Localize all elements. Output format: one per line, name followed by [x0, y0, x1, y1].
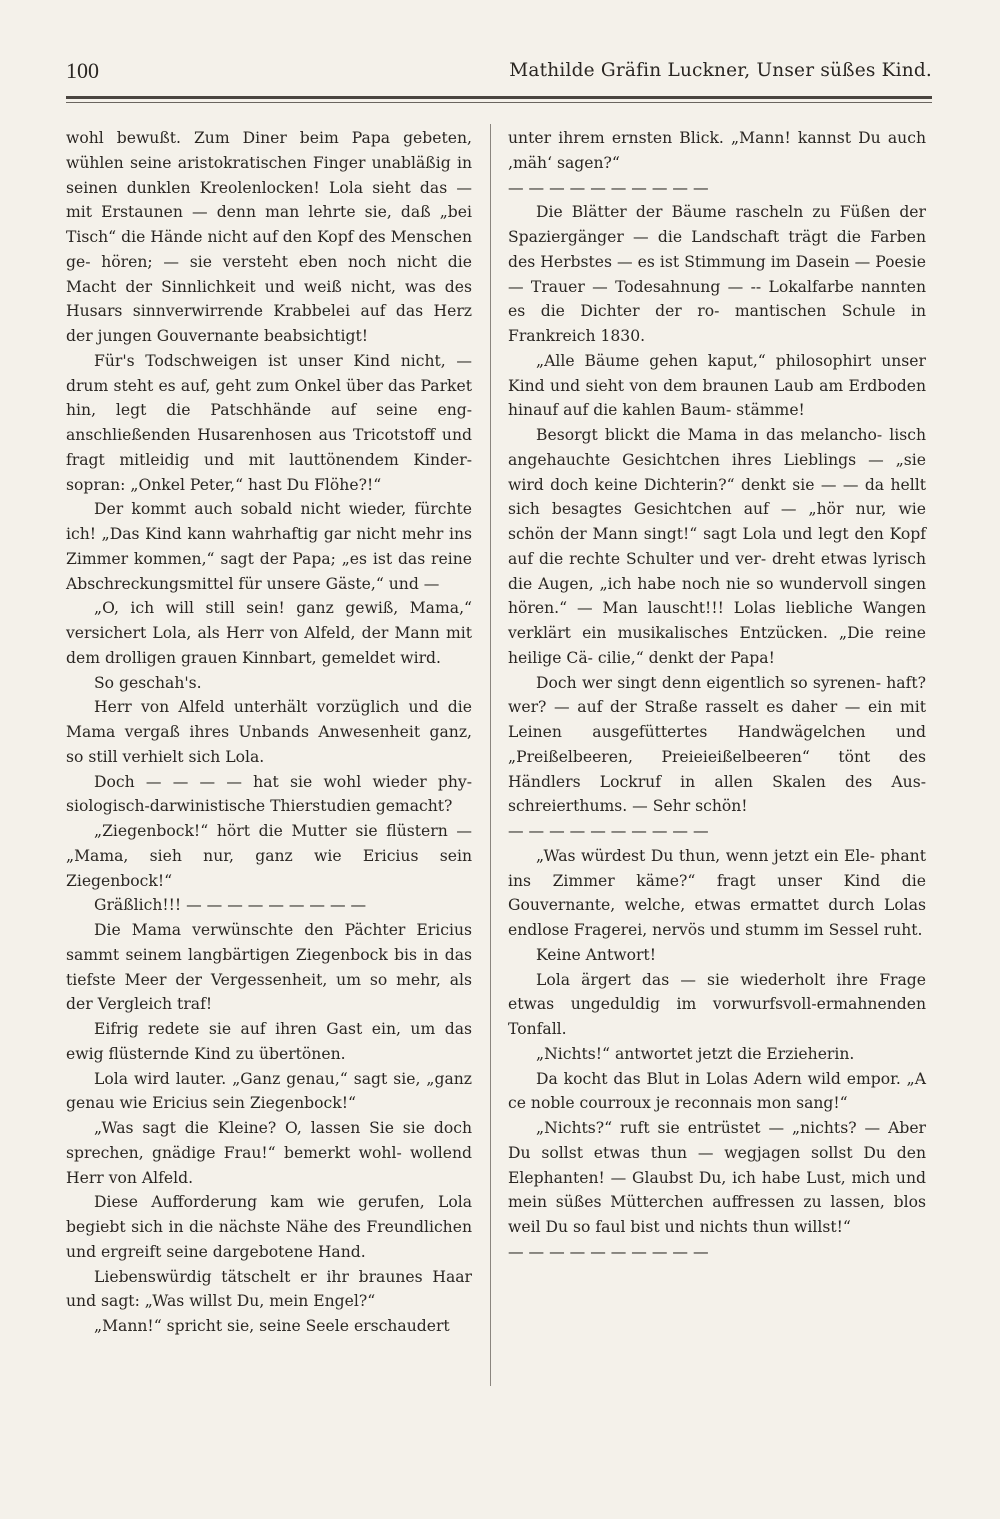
paragraph: Herr von Alfeld unterhält vorzüglich und die Mama vergaß ihres Unbands Anwesenheit ganz, so still verhielt sich Lola.	[66, 698, 472, 766]
paragraph: Die Mama verwünschte den Pächter Ericius sammt seinem langbärtigen Ziegenbock bis in das tiefste Meer der Vergessenheit, um so mehr, als der Vergleich traf!	[66, 921, 472, 1014]
paragraph: Gräßlich!!! — — — — — — — — —	[94, 896, 367, 915]
paragraph: wohl bewußt. Zum Diner beim Papa gebeten, wühlen seine aristokratischen Finger unabläßig in seinen dunklen Kreolenlocken! Lola sieht das — mit Erstaunen — denn man lehrte sie, daß „bei Tisch“ die Hände nicht auf den Kopf des Menschen ge- hören; — sie versteht eben noch nicht die Macht der Sinnlichkeit und weiß nicht, was des Husars sinnverwirrende Krabbelei auf das Herz der jungen Gouvernante beabsichtigt!	[66, 129, 472, 345]
right-column	[508, 126, 926, 1265]
left-column	[66, 126, 472, 1339]
paragraph: Für's Todschweigen ist unser Kind nicht, — drum steht es auf, geht zum Onkel über das Parket hin, legt die Patschhände auf seine eng- anschließenden Husarenhosen aus Tricotstoff und fragt mitleidig und mit lauttönendem Kinder- sopran: „Onkel Peter,“ hast Du Flöhe?!“	[66, 351, 472, 494]
paragraph: Eifrig redete sie auf ihren Gast ein, um das ewig flüsternde Kind zu übertönen.	[66, 1020, 472, 1063]
paragraph: Doch — — — — hat sie wohl wieder phy- siologisch-darwinistische Thierstudien gemacht?	[66, 772, 472, 816]
paragraph: Der kommt auch sobald nicht wieder, fürchte ich! „Das Kind kann wahrhaftig gar nicht mehr ins Zimmer kommen,“ sagt der Papa; „es ist das reine Abschreckungsmittel für unsere Gäste,“ und —	[66, 500, 472, 593]
page-number: 100	[66, 58, 99, 83]
paragraph: So geschah's.	[94, 673, 202, 692]
page-header	[66, 58, 932, 88]
paragraph: Doch wer singt denn eigentlich so syrenen- haft? wer? — auf der Straße rasselt es daher — ein mit Leinen ausgefüttertes Handwägelchen und „Preißelbeeren, Preieieißelbeeren“ tönt des Händlers Lockruf in allen Skalen des Aus- schreierthums. — Sehr schön!	[508, 673, 926, 816]
paragraph: „Nichts!“ antwortet jetzt die Erzieherin.	[536, 1044, 855, 1063]
running-head: Mathilde Gräfin Luckner, Unser süßes Kind.	[509, 60, 932, 81]
paragraph: „Was sagt die Kleine? O, lassen Sie sie doch sprechen, gnädige Frau!“ bemerkt wohl- wollend Herr von Alfeld.	[66, 1119, 472, 1187]
paragraph: „Nichts?“ ruft sie entrüstet — „nichts? — Aber Du sollst etwas thun — wegjagen sollst Du den Elephanten! — Glaubst Du, ich habe Lust, mich und mein süßes Mütterchen auffressen zu lassen, blos weil Du so faul bist und nichts thun willst!“	[508, 1119, 926, 1236]
paragraph: Liebenswürdig tätschelt er ihr braunes Haar und sagt: „Was willst Du, mein Engel?“	[66, 1267, 472, 1311]
paragraph: Lola ärgert das — sie wiederholt ihre Frage etwas ungeduldig im vorwurfsvoll-ermahnenden Tonfall.	[508, 970, 926, 1038]
header-rule-thin	[66, 102, 932, 103]
paragraph: Da kocht das Blut in Lolas Adern wild empor. „A ce noble courroux je reconnais mon sang!“	[508, 1069, 926, 1113]
paragraph: — — — — — — — — — —	[508, 178, 709, 197]
paragraph: Die Blätter der Bäume rascheln zu Füßen der Spaziergänger — die Landschaft trägt die Farben des Herbstes — es ist Stimmung im Dasein — Poesie — Trauer — Todesahnung — -- Lokalfarbe nannten es die Dichter der ro- mantischen Schule in Frankreich 1830.	[508, 203, 926, 345]
paragraph: — — — — — — — — — —	[508, 822, 709, 840]
column-divider	[490, 124, 491, 1386]
paragraph: Diese Aufforderung kam wie gerufen, Lola begiebt sich in die nächste Nähe des Freundlichen und ergreift seine dargebotene Hand.	[66, 1193, 472, 1261]
paragraph: unter ihrem ernsten Blick. „Mann! kannst Du auch ‚mäh‘ sagen?“	[508, 129, 926, 172]
paragraph: „Was würdest Du thun, wenn jetzt ein Ele- phant ins Zimmer käme?“ fragt unser Kind die Gouvernante, welche, etwas ermattet durch Lolas endlose Fragerei, nervös und stumm im Sessel ruht.	[508, 846, 926, 939]
paragraph: „Ziegenbock!“ hört die Mutter sie flüstern — „Mama, sieh nur, ganz wie Ericius sein Ziegenbock!“	[66, 822, 472, 890]
paragraph: Keine Antwort!	[536, 945, 656, 964]
paragraph: Lola wird lauter. „Ganz genau,“ sagt sie, „ganz genau wie Ericius sein Ziegenbock!“	[66, 1069, 472, 1113]
paragraph: „Mann!“ spricht sie, seine Seele erschaudert	[94, 1317, 450, 1335]
header-rule-thick	[66, 96, 932, 99]
paragraph: — — — — — — — — — —	[508, 1242, 709, 1261]
paragraph: Besorgt blickt die Mama in das melancho- lisch angehauchte Gesichtchen ihres Lieblings — „sie wird doch keine Dichterin?“ denkt sie — — da hellt sich besagtes Gesichtchen auf — „hör nur, wie schön der Mann singt!“ sagt Lola und legt den Kopf auf die rechte Schulter und ver- dreht etwas lyrisch die Augen, „ich habe noch nie so wundervoll singen hören.“ — Man lauscht!!! Lolas liebliche Wangen verklärt ein musikalisches Entzücken. „Die reine heilige Cä- cilie,“ denkt der Papa!	[508, 426, 926, 667]
paragraph: „Alle Bäume gehen kaput,“ philosophirt unser Kind und sieht von dem braunen Laub am Erdboden hinauf auf die kahlen Baum- stämme!	[508, 351, 926, 420]
paragraph: „O, ich will still sein! ganz gewiß, Mama,“ versichert Lola, als Herr von Alfeld, der Mann mit dem drolligen grauen Kinnbart, gemeldet wird.	[66, 599, 472, 667]
